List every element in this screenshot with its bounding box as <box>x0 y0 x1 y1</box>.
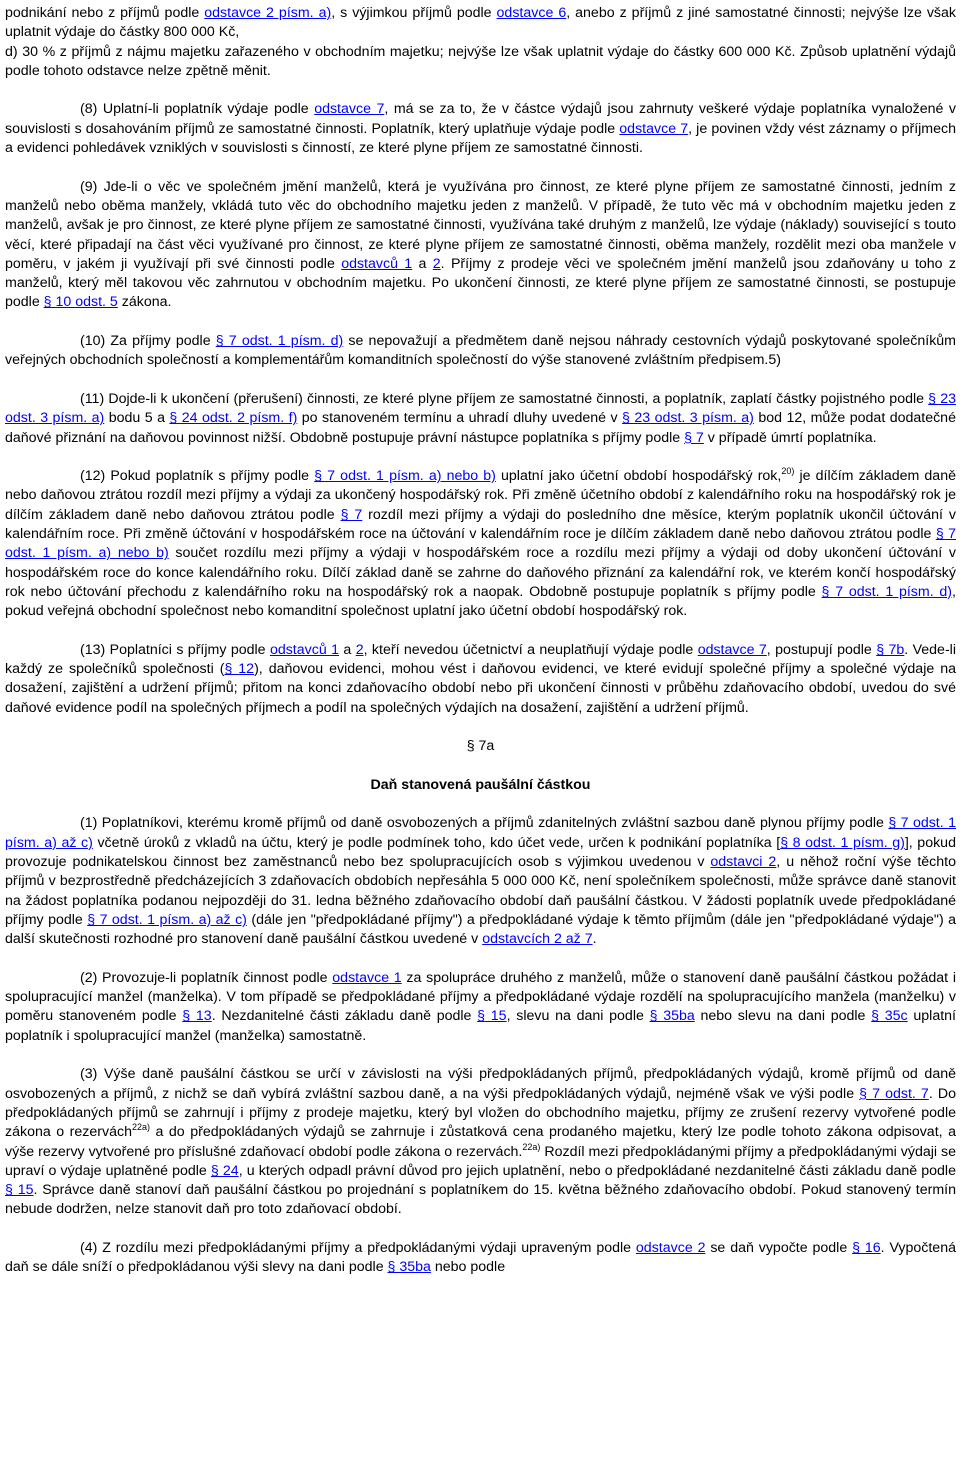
legal-reference-link[interactable]: odstavců 1 <box>341 255 413 272</box>
footnote-marker: 20) <box>781 466 795 477</box>
legal-reference-link[interactable]: § 7 odst. 1 písm. a) až c) <box>5 815 956 851</box>
text-run: . <box>592 931 597 948</box>
text-run: . Do předpokládaných příjmů se zahrnují i příjmy z prodeje majetku, který byl vložen do obchodního majetku, příjmy ze zrušení rezervy vytvořené podle zákona o rezervách <box>5 1085 956 1141</box>
text-run: , postupují podle <box>766 641 877 658</box>
text-run: , kteří nevedou účetnictví a neuplatňují výdaje podle <box>363 641 698 658</box>
text-run: nebo podle <box>430 1259 506 1276</box>
legal-reference-link[interactable]: § 24 odst. 2 písm. f) <box>169 410 298 427</box>
legal-reference-link[interactable]: § 7 odst. 7 <box>859 1085 929 1102</box>
paragraph <box>5 1065 956 1219</box>
legal-reference-link[interactable]: § 15 <box>5 1182 34 1199</box>
paragraph <box>5 4 956 43</box>
legal-reference-link[interactable]: § 35ba <box>387 1259 431 1276</box>
paragraph <box>5 641 956 718</box>
text-run: , s výjimkou příjmů podle <box>331 5 497 21</box>
legal-reference-link[interactable]: § 7 odst. 1 písm. d) <box>821 583 953 600</box>
legal-reference-link[interactable]: § 13 <box>182 1008 212 1025</box>
text-run: bod 12, může podat dodatečné daňové přiznání na daňovou povinnost nižší. Obdobně postupuje právní nástupce poplatníka s příjmy podle <box>5 410 956 446</box>
text-run: (dále jen "předpokládané příjmy") a předpokládané výdaje k těmto příjmům (dále jen "předpokládané výdaje") a další skutečnosti rozhodné pro stanovení daně paušální částkou uvedené v <box>5 911 957 948</box>
text-run: včetně úroků z vkladů na účtu, který je podle podmínek toho, kdo účet vede, určen k podnikání poplatníka [ <box>92 834 781 851</box>
legal-reference-link[interactable]: odstavci 2 <box>710 854 777 871</box>
paragraph <box>5 332 956 371</box>
text-run: po stanoveném termínu a uhradí dluhy uvedené v <box>297 410 623 427</box>
paragraph <box>5 43 956 82</box>
text-run: je dílčím základem daně nebo daňovou ztrátou rozdíl mezi příjmy a výdaji za ukončený hospodářský rok. Při změně účetního období z kalendářního roku na hospodářský rok je dílčím základem daně nebo daňovou ztrátou podle <box>5 468 956 523</box>
legal-reference-link[interactable]: § 7 odst. 1 písm. a) nebo b) <box>5 526 956 562</box>
legal-reference-link[interactable]: § 7 odst. 1 písm. a) až c) <box>87 911 247 928</box>
legal-reference-link[interactable]: 2 <box>355 641 364 658</box>
legal-reference-link[interactable]: § 7b <box>876 641 905 658</box>
text-run: a <box>339 641 356 658</box>
text-run: d) 30 % z příjmů z nájmu majetku zařazeného v obchodním majetku; nejvýše lze však uplatnit výdaje do částky 600 000 Kč. Způsob uplatnění výdajů podle tohoto odstavce nelze zpětně měnit. <box>5 43 956 79</box>
paragraph <box>5 969 956 1046</box>
text-run: (1) Poplatníkovi, kterému kromě příjmů od daně osvobozených a příjmů zdanitelných zvláštní sazbou daně plynou příjmy podle <box>80 815 889 832</box>
text-run: (4) Z rozdílu mezi předpokládanými příjmy a předpokládanými výdaji upraveným podle <box>80 1240 636 1256</box>
legal-reference-link[interactable]: § 7 <box>340 506 363 523</box>
text-run: , u něhož roční výše těchto příjmů v bezprostředně předcházejících 3 zdaňovacích obdobích nepřesáhla 5 000 000 Kč, není společníkem společnosti, může správce daně stanovit na žádost poplatníka podanou nejpozději do 31. ledna běžného zdaňovacího období daň paušální částkou. V žádosti poplatník uvede předpokládané příjmy podle <box>5 854 956 928</box>
legal-reference-link[interactable]: § 15 <box>477 1008 507 1025</box>
text-run: (13) Poplatníci s příjmy podle <box>80 641 270 658</box>
paragraph <box>5 100 956 158</box>
text-run: zákona. <box>117 294 172 311</box>
legal-reference-link[interactable]: odstavce 6 <box>496 5 567 21</box>
text-run: ), daňovou evidenci, mohou vést i daňovou evidenci, ve které evidují společné příjmy a společné výdaje na dosažení, zajištění a udržení příjmů; přitom na konci zdaňovacího období nebo při ukončení činnosti v průběhu zdaňovacího období, uvedou do své daňové evidence podíl na společných příjmech a podíl na společných výdajích na dosažení, zajištění a udržení příjmů. <box>5 661 956 716</box>
legal-reference-link[interactable]: odstavce 7 <box>314 101 385 118</box>
legal-reference-link[interactable]: odstavce 2 <box>635 1240 706 1256</box>
text-run: (3) Výše daně paušální částkou se určí v závislosti na výši předpokládaných příjmů, předpokládaných výdajů, kromě příjmů od daně osvobozených a příjmů, z nichž se daň vybírá zvláštní sazbou daně, a na výši předpokládaných výdajů, nejméně však ve výši podle <box>5 1066 956 1102</box>
text-run: Daň stanovená paušální částkou <box>370 776 591 793</box>
text-run: rozdíl mezi příjmy a výdaji do posledního dne měsíce, kterým poplatník ukončil účtování v kalendářním roce. Při změně účtování v hospodářském roce na účtování v kalendářním roce je dílčím základem daně nebo daňovou ztrátou podle <box>5 506 956 543</box>
legal-reference-link[interactable]: § 16 <box>852 1240 881 1256</box>
legal-reference-link[interactable]: odstavce 7 <box>697 641 767 658</box>
text-run: (9) Jde-li o věc ve společném jmění manželů, která je využívána pro činnost, ze které plyne příjem ze samostatné činnosti, jedním z manželů nebo oběma manžely, vkládá tuto věc do obchodního majetku jeden z manželů. V případě, že tuto věc má v obchodním majetku jeden z manželů, avšak je pro činnost, ze které plyne příjem ze samostatné činnosti, využívána také druhým z manželů, lze výdaje (náklady) související s touto věcí, které připadají na část věci využívané pro činnost, ze které plyne příjem ze samostatné činnosti, oběma manžely, rozdělit mezi oba manžele v poměru, v jakém ji využívají při své činnosti podle <box>5 178 956 272</box>
legal-reference-link[interactable]: § 12 <box>224 661 255 678</box>
legal-reference-link[interactable]: § 10 odst. 5 <box>43 294 118 311</box>
legal-reference-link[interactable]: odstavce 1 <box>332 969 402 986</box>
section-number <box>5 737 956 756</box>
text-run: ], pokud provozuje podnikatelskou činnost bez zaměstnanců nebo bez spolupracujících osob s výjimkou uvedenou v <box>5 834 956 871</box>
text-run: , má se za to, že v částce výdajů jsou zahrnuty veškeré výdaje poplatníka vynaložené v souvislosti s dosahováním příjmů ze samostatné činnosti. Poplatník, který uplatňuje výdaje podle <box>5 101 956 137</box>
text-run: (11) Dojde-li k ukončení (přerušení) činnosti, ze které plyne příjem ze samostatné činnosti, a poplatník, zaplatí částky pojistného podle <box>80 390 929 407</box>
text-run: . Nezdanitelné části základu daně podle <box>211 1008 478 1025</box>
paragraph <box>5 390 956 448</box>
paragraph <box>5 814 956 949</box>
legal-reference-link[interactable]: 2 <box>432 255 441 272</box>
legal-reference-link[interactable]: § 7 odst. 1 písm. d) <box>215 333 344 350</box>
legal-reference-link[interactable]: § 7 odst. 1 písm. a) nebo b) <box>314 468 496 485</box>
text-run: a do předpokládaných výdajů se zahrnuje i zůstatková cena prodaného majetku, který lze podle tohoto zákona odpisovat, a výše rezervy vytvořené pro příslušné zdaňovací období podle zákona o rezervách. <box>5 1124 956 1160</box>
text-run: se daň vypočte podle <box>705 1240 853 1256</box>
text-run: (12) Pokud poplatník s příjmy podle <box>80 468 315 485</box>
text-run: , anebo z příjmů z jiné samostatné činnosti; nejvýše lze však uplatnit výdaje do částky 800 000 Kč, <box>5 5 957 41</box>
section-title <box>5 776 956 795</box>
legal-reference-link[interactable]: § 23 odst. 3 písm. a) <box>5 390 956 427</box>
text-run: uplatní jako účetní období hospodářský rok, <box>495 468 782 485</box>
text-run: se nepovažují a předmětem daně nejsou náhrady cestovních výdajů poskytované společníkům veřejných obchodních společností a komplementářům komanditních společností do výše stanovené zvláštním předpisem.5) <box>5 333 956 369</box>
legal-reference-link[interactable]: § 24 <box>210 1162 239 1179</box>
footnote-marker: 22a) <box>522 1141 541 1152</box>
text-run: § 7a <box>466 738 495 755</box>
legal-reference-link[interactable]: odstavce 2 písm. a) <box>204 5 332 21</box>
legal-reference-link[interactable]: § 35ba <box>649 1008 695 1025</box>
paragraph <box>5 178 956 313</box>
paragraph <box>5 467 956 621</box>
legal-reference-link[interactable]: odstavců 1 <box>269 641 340 658</box>
text-run: Rozdíl mezi předpokládanými příjmy a předpokládanými výdaji se upraví o výdaje uplatněné podle <box>5 1143 956 1179</box>
text-run: . Správce daně stanoví daň paušální částkou po projednání s poplatníkem do 15. května běžného zdaňovacího období. Pokud stanovený termín nebude dodržen, nelze stanovit daň pro toto zdaňovací období. <box>5 1182 957 1218</box>
text-run: bodu 5 a <box>104 410 170 427</box>
text-run: , slevu na dani podle <box>506 1008 650 1025</box>
legal-reference-link[interactable]: odstavcích 2 až 7 <box>482 931 593 948</box>
legal-reference-link[interactable]: § 23 odst. 3 písm. a) <box>622 410 754 427</box>
text-run: (10) Za příjmy podle <box>80 333 216 350</box>
text-run: za spolupráce druhého z manželů, může o stanovení daně paušální částkou požádat i spolupracující manžel (manželka). V tom případě se předpokládané příjmy a předpokládané výdaje rozdělí na spolupracujícího manžela (manželku) v poměru stanoveném podle <box>5 969 956 1025</box>
legal-reference-link[interactable]: § 35c <box>871 1008 908 1025</box>
text-run: a <box>412 255 433 272</box>
text-run: součet rozdílu mezi příjmy a výdaji v hospodářském roce a rozdílu mezi příjmy a výdaji od doby ukončení účtování v hospodářském roce do konce kalendářního roku. Dílčí základ daně se zahrne do daňového přiznání za kalendářní rok, ve kterém končí hospodářský rok nebo účtování přechodu z kalendářního roku na hospodářský rok a naopak. Obdobně postupuje poplatník s příjmy podle <box>5 545 956 600</box>
legal-reference-link[interactable]: § 7 <box>684 429 704 446</box>
text-run: , je povinen vždy vést záznamy o příjmech a evidenci pohledávek vzniklých v souvislosti s činností, ze které plyne příjem ze samostatné činnosti. <box>5 120 956 157</box>
text-run: v případě úmrtí poplatníka. <box>703 429 877 446</box>
text-run: , u kterých odpadl právní důvod pro jejich uplatnění, nebo o předpokládané nezdanitelné části základu daně podle <box>238 1162 956 1179</box>
text-run: (2) Provozuje-li poplatník činnost podle <box>80 969 333 986</box>
footnote-marker: 22a) <box>131 1122 150 1133</box>
text-run: podnikání nebo z příjmů podle <box>5 5 205 21</box>
text-run: (8) Uplatní-li poplatník výdaje podle <box>80 101 315 118</box>
legal-reference-link[interactable]: odstavce 7 <box>619 120 689 137</box>
text-run: , pokud veřejná obchodní společnost nebo komanditní společnost uplatní jako účetní období hospodářský rok. <box>5 583 956 620</box>
paragraph <box>5 1239 956 1278</box>
text-run: . Vypočtená daň se dále sníží o předpokládanou výši slevy na dani podle <box>5 1240 956 1276</box>
text-run: nebo slevu na dani podle <box>694 1008 872 1025</box>
text-run: uplatní poplatník i spolupracující manžel (manželka) samostatně. <box>5 1008 956 1044</box>
text-run: . Příjmy z prodeje věci ve společném jmění manželů jsou zdaňovány u toho z manželů, který měl takovou věc zahrnutou v obchodním majetku. Po ukončení činnosti, ze které plyne příjem ze samostatné činnosti, se postupuje podle <box>5 255 956 311</box>
text-run: . Vede-li každý ze společníků společnosti ( <box>5 641 956 678</box>
legal-reference-link[interactable]: § 8 odst. 1 písm. g) <box>780 834 905 851</box>
